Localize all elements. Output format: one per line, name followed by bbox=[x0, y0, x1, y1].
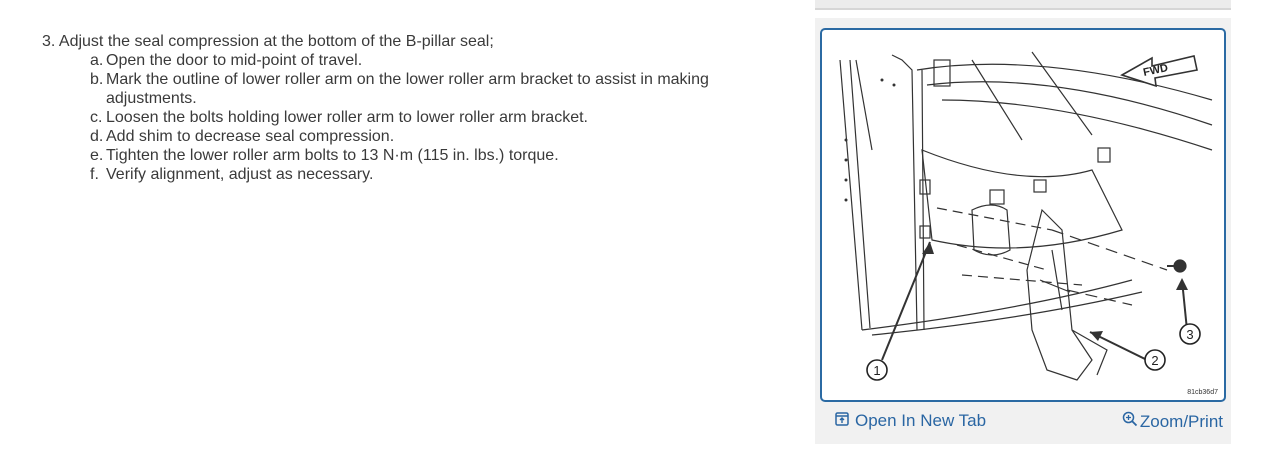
substep-a bbox=[90, 51, 802, 70]
substep-letter: e. bbox=[90, 147, 104, 164]
open-in-new-tab-link[interactable] bbox=[835, 411, 986, 431]
procedure-steps bbox=[42, 32, 802, 184]
zoom-in-icon bbox=[1122, 411, 1138, 432]
open-in-new-tab-icon bbox=[835, 411, 849, 431]
figure-image[interactable] bbox=[820, 28, 1226, 402]
substep-letter: a. bbox=[90, 52, 104, 69]
substep-text: Tighten the lower roller arm bolts to 13 N·m (115 in. lbs.) torque. bbox=[106, 147, 559, 164]
substep-text: Add shim to decrease seal compression. bbox=[106, 128, 395, 145]
callout-3 bbox=[1180, 324, 1200, 344]
fwd-label: FWD bbox=[1142, 61, 1170, 79]
callout-2 bbox=[1145, 350, 1165, 370]
substep-text: Verify alignment, adjust as necessary. bbox=[106, 166, 374, 183]
figure-panel bbox=[815, 18, 1231, 444]
callout-1 bbox=[867, 360, 887, 380]
previous-figure-panel-edge bbox=[815, 0, 1231, 10]
callout-1-label: 1 bbox=[873, 363, 881, 378]
substep-letter: b. bbox=[90, 71, 104, 88]
substep-text: Loosen the bolts holding lower roller arm to lower roller arm bracket. bbox=[106, 109, 588, 126]
callout-2-label: 2 bbox=[1151, 353, 1159, 368]
substep-letter: f. bbox=[90, 166, 99, 183]
substep-d bbox=[90, 127, 802, 146]
substep-text: Mark the outline of lower roller arm on the lower roller arm bracket to assist in making adjustments. bbox=[106, 71, 709, 107]
zoom-print-link[interactable] bbox=[1122, 411, 1223, 432]
figure-footer bbox=[815, 406, 1231, 442]
callout-3-label: 3 bbox=[1186, 327, 1194, 342]
substep-f bbox=[90, 165, 802, 184]
substep-c bbox=[90, 108, 802, 127]
substep-list bbox=[42, 51, 802, 184]
substep-b bbox=[90, 70, 802, 108]
zoom-print-label: Zoom/Print bbox=[1139, 411, 1223, 431]
substep-e bbox=[90, 146, 802, 165]
substep-letter: d. bbox=[90, 128, 104, 145]
figure-id: 81cb36d7 bbox=[1187, 389, 1218, 396]
door-roller-arm-illustration bbox=[822, 30, 1224, 400]
open-in-new-tab-label: Open In New Tab bbox=[855, 411, 987, 430]
step-3-text: 3. Adjust the seal compression at the bottom of the B-pillar seal; bbox=[42, 33, 494, 50]
substep-text: Open the door to mid-point of travel. bbox=[106, 52, 363, 69]
substep-letter: c. bbox=[90, 109, 103, 126]
